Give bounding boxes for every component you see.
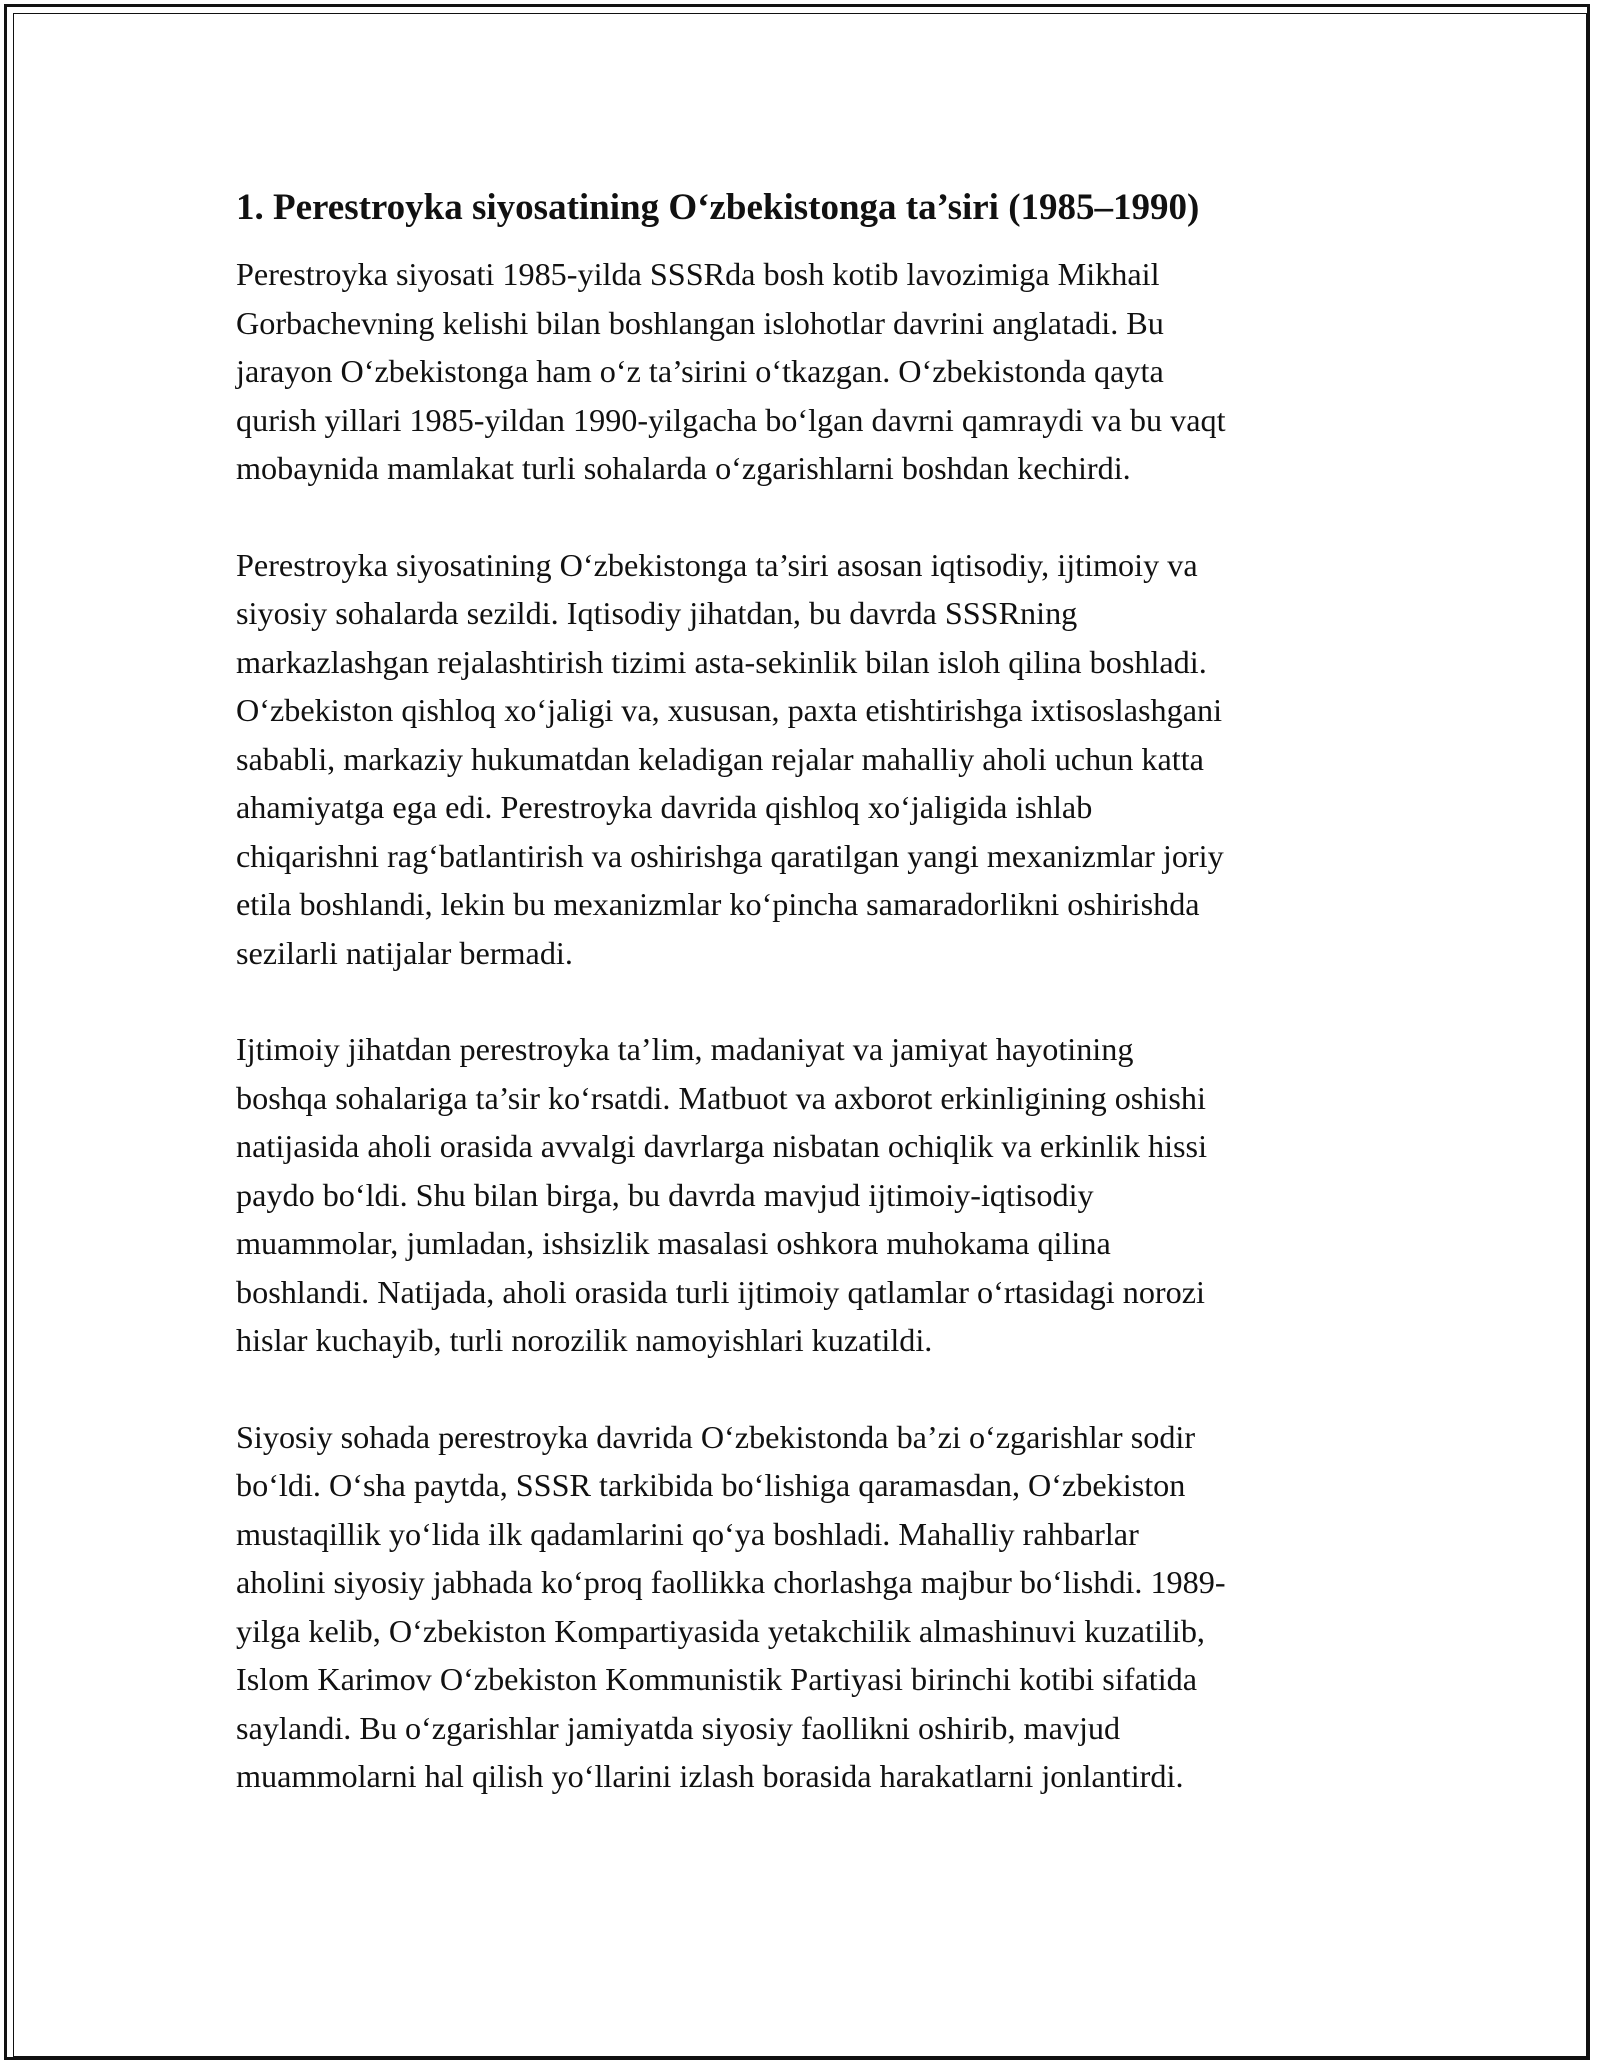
paragraph-line: paydo bo‘ldi. Shu bilan birga, bu davrda mavjud ijtimoiy-iqtisodiy <box>236 1176 1094 1213</box>
paragraph-introduction <box>236 250 1376 493</box>
paragraph-line: natijasida aholi orasida avvalgi davrlarga nisbatan ochiqlik va erkinlik hissi <box>236 1128 1208 1164</box>
paragraph-line: mustaqillik yo‘lida ilk qadamlarini qo‘ya boshladi. Mahalliy rahbarlar <box>236 1515 1139 1552</box>
paragraph-line: etila boshlandi, lekin bu mexanizmlar ko‘pincha samaradorlikni oshirishda <box>236 886 1200 922</box>
paragraph-line: hislar kuchayib, turli norozilik namoyishlari kuzatildi. <box>236 1322 933 1358</box>
paragraph-line: Gorbachevning kelishi bilan boshlangan islohotlar davrini anglatadi. Bu <box>236 304 1164 341</box>
paragraph-political <box>236 1413 1376 1801</box>
paragraph-line: sezilarli natijalar bermadi. <box>236 934 573 971</box>
paragraph-line: sababli, markaziy hukumatdan keladigan rejalar mahalliy aholi uchun katta <box>236 740 1204 777</box>
paragraph-economic <box>236 541 1376 978</box>
paragraph-line: muammolar, jumladan, ishsizlik masalasi oshkora muhokama qilina <box>236 1225 1111 1261</box>
document-title: 1. Perestroyka siyosatining O‘zbekistonga ta’siri (1985–1990) <box>236 187 1200 228</box>
document-body <box>236 184 1376 1849</box>
paragraph-line: markazlashgan rejalashtirish tizimi asta-sekinlik bilan isloh qilina boshladi. <box>236 643 1207 680</box>
paragraph-line: ahamiyatga ega edi. Perestroyka davrida qishloq xo‘jaligida ishlab <box>236 789 1093 825</box>
paragraph-line: saylandi. Bu o‘zgarishlar jamiyatda siyosiy faollikni oshirib, mavjud <box>236 1709 1121 1746</box>
paragraph-line: bo‘ldi. O‘sha paytda, SSSR tarkibida bo‘lishiga qaramasdan, O‘zbekiston <box>236 1467 1186 1503</box>
paragraph-line: jarayon O‘zbekistonga ham o‘z ta’sirini o‘tkazgan. O‘zbekistonda qayta <box>236 353 1164 389</box>
paragraph-line: siyosiy sohalarda sezildi. Iqtisodiy jihatdan, bu davrda SSSRning <box>236 595 1078 631</box>
paragraph-social <box>236 1025 1376 1365</box>
paragraph-line: muammolarni hal qilish yo‘llarini izlash borasida harakatlarni jonlantirdi. <box>236 1758 1184 1794</box>
paragraph-line: Perestroyka siyosati 1985-yilda SSSRda bosh kotib lavozimiga Mikhail <box>236 256 1160 292</box>
paragraph-line: O‘zbekiston qishloq xo‘jaligi va, xususan, paxta etishtirishga ixtisoslashgani <box>236 692 1223 728</box>
paragraph-line: boshlandi. Natijada, aholi orasida turli ijtimoiy qatlamlar o‘rtasidagi norozi <box>236 1273 1205 1310</box>
paragraph-line: qurish yillari 1985-yildan 1990-yilgacha bo‘lgan davrni qamraydi va bu vaqt <box>236 401 1226 438</box>
paragraph-line: Islom Karimov O‘zbekiston Kommunistik Partiyasi birinchi kotibi sifatida <box>236 1661 1198 1697</box>
paragraph-line: chiqarishni rag‘batlantirish va oshirishga qaratilgan yangi mexanizmlar joriy <box>236 837 1224 874</box>
paragraph-line: Siyosiy sohada perestroyka davrida O‘zbekistonda ba’zi o‘zgarishlar sodir <box>236 1418 1196 1455</box>
paragraph-line: mobaynida mamlakat turli sohalarda o‘zgarishlarni boshdan kechirdi. <box>236 450 1131 486</box>
paragraph-line: yilga kelib, O‘zbekiston Kompartiyasida yetakchilik almashinuvi kuzatilib, <box>236 1612 1205 1649</box>
paragraph-line: Perestroyka siyosatining O‘zbekistonga ta’siri asosan iqtisodiy, ijtimoiy va <box>236 546 1198 583</box>
paragraph-line: boshqa sohalariga ta’sir ko‘rsatdi. Matbuot va axborot erkinligining oshishi <box>236 1079 1206 1116</box>
paragraph-line: aholini siyosiy jabhada ko‘proq faollikka chorlashga majbur bo‘lishdi. 1989- <box>236 1564 1226 1600</box>
paragraph-line: Ijtimoiy jihatdan perestroyka ta’lim, madaniyat va jamiyat hayotining <box>236 1031 1134 1067</box>
